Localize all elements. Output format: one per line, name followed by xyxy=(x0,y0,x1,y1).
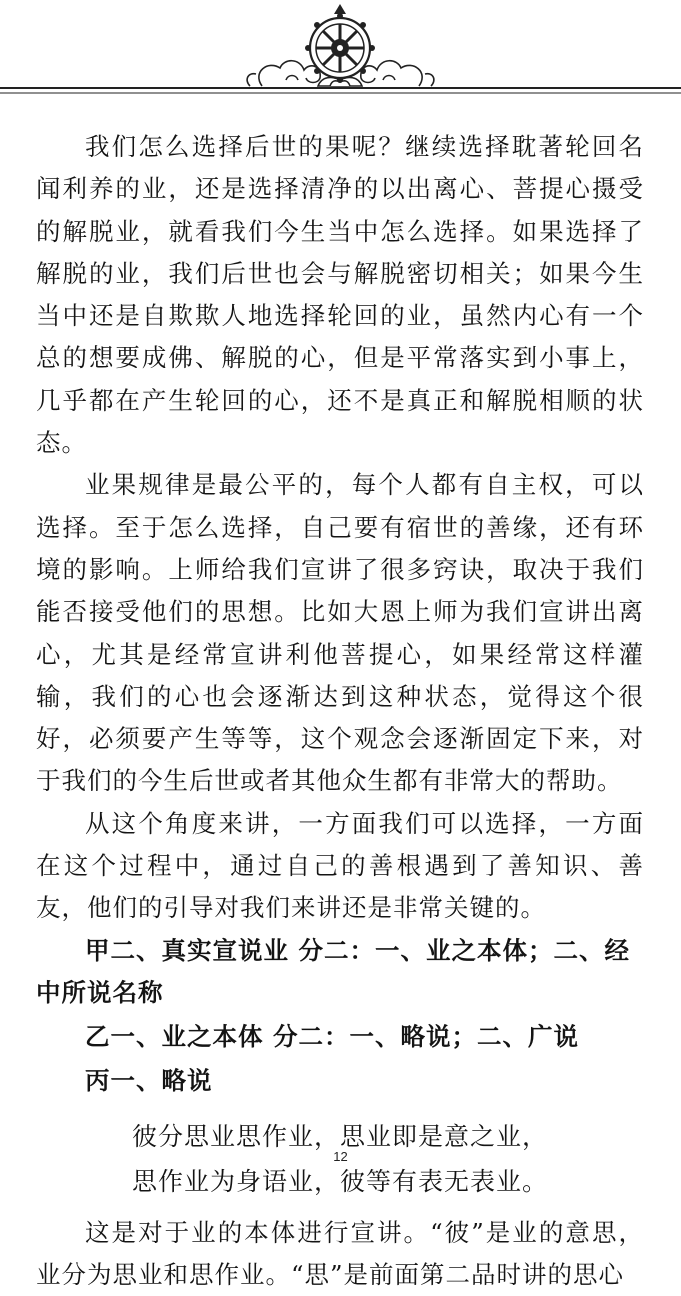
cloud-scroll-right-icon xyxy=(361,61,434,86)
page-body xyxy=(36,126,644,1296)
page-header xyxy=(0,0,681,105)
section-heading: 甲二、真实宣说业 分二：一、业之本体；二、经中所说名称 xyxy=(36,935,631,1007)
header-ornament xyxy=(0,0,681,105)
verse-line: 思作业为身语业，彼等有表无表业。 xyxy=(132,1166,549,1196)
verse-line: 彼分思业思作业，思业即是意之业， xyxy=(132,1121,549,1151)
paragraph: 我们怎么选择后世的果呢？继续选择耽著轮回名闻利养的业，还是选择清净的以出离心、菩提心摄受的解脱业，就看我们今生当中怎么选择。如果选择了解脱的业，我们后世也会与解脱密切相关；如果今生当中还是自欺欺人地选择轮回的业，虽然内心有一个总的想要成佛、解脱的心，但是平常落实到小事上，几乎都在产生轮回的心，还不是真正和解脱相顺的状态。 xyxy=(36,132,644,458)
subsection-heading: 乙一、业之本体 分二：一、略说；二、广说 xyxy=(85,1021,580,1051)
page-number: 12 xyxy=(333,1149,348,1164)
dharma-wheel-icon xyxy=(305,4,375,83)
paragraph: 业果规律是最公平的，每个人都有自主权，可以选择。至于怎么选择，自己要有宿世的善缘，还有环境的影响。上师给我们宣讲了很多窍诀，取决于我们能否接受他们的思想。比如大恩上师为我们宣讲出离心，尤其是经常宣讲利他菩提心，如果经常这样灌输，我们的心也会逐渐达到这种状态，觉得这个很好，必须要产生等等，这个观念会逐渐固定下来，对于我们的今生后世或者其他众生都有非常大的帮助。 xyxy=(36,470,644,796)
paragraph: 从这个角度来讲，一方面我们可以选择，一方面在这个过程中，通过自己的善根遇到了善知识、善友，他们的引导对我们来讲还是非常关键的。 xyxy=(36,808,644,923)
cloud-scroll-left-icon xyxy=(247,61,320,86)
commentary-paragraph: 这是对于业的本体进行宣讲。“彼”是业的意思，业分为思业和思作业。“思”是前面第二品时讲的思心 xyxy=(36,1217,644,1289)
subsubsection-heading: 丙一、略说 xyxy=(85,1065,213,1095)
